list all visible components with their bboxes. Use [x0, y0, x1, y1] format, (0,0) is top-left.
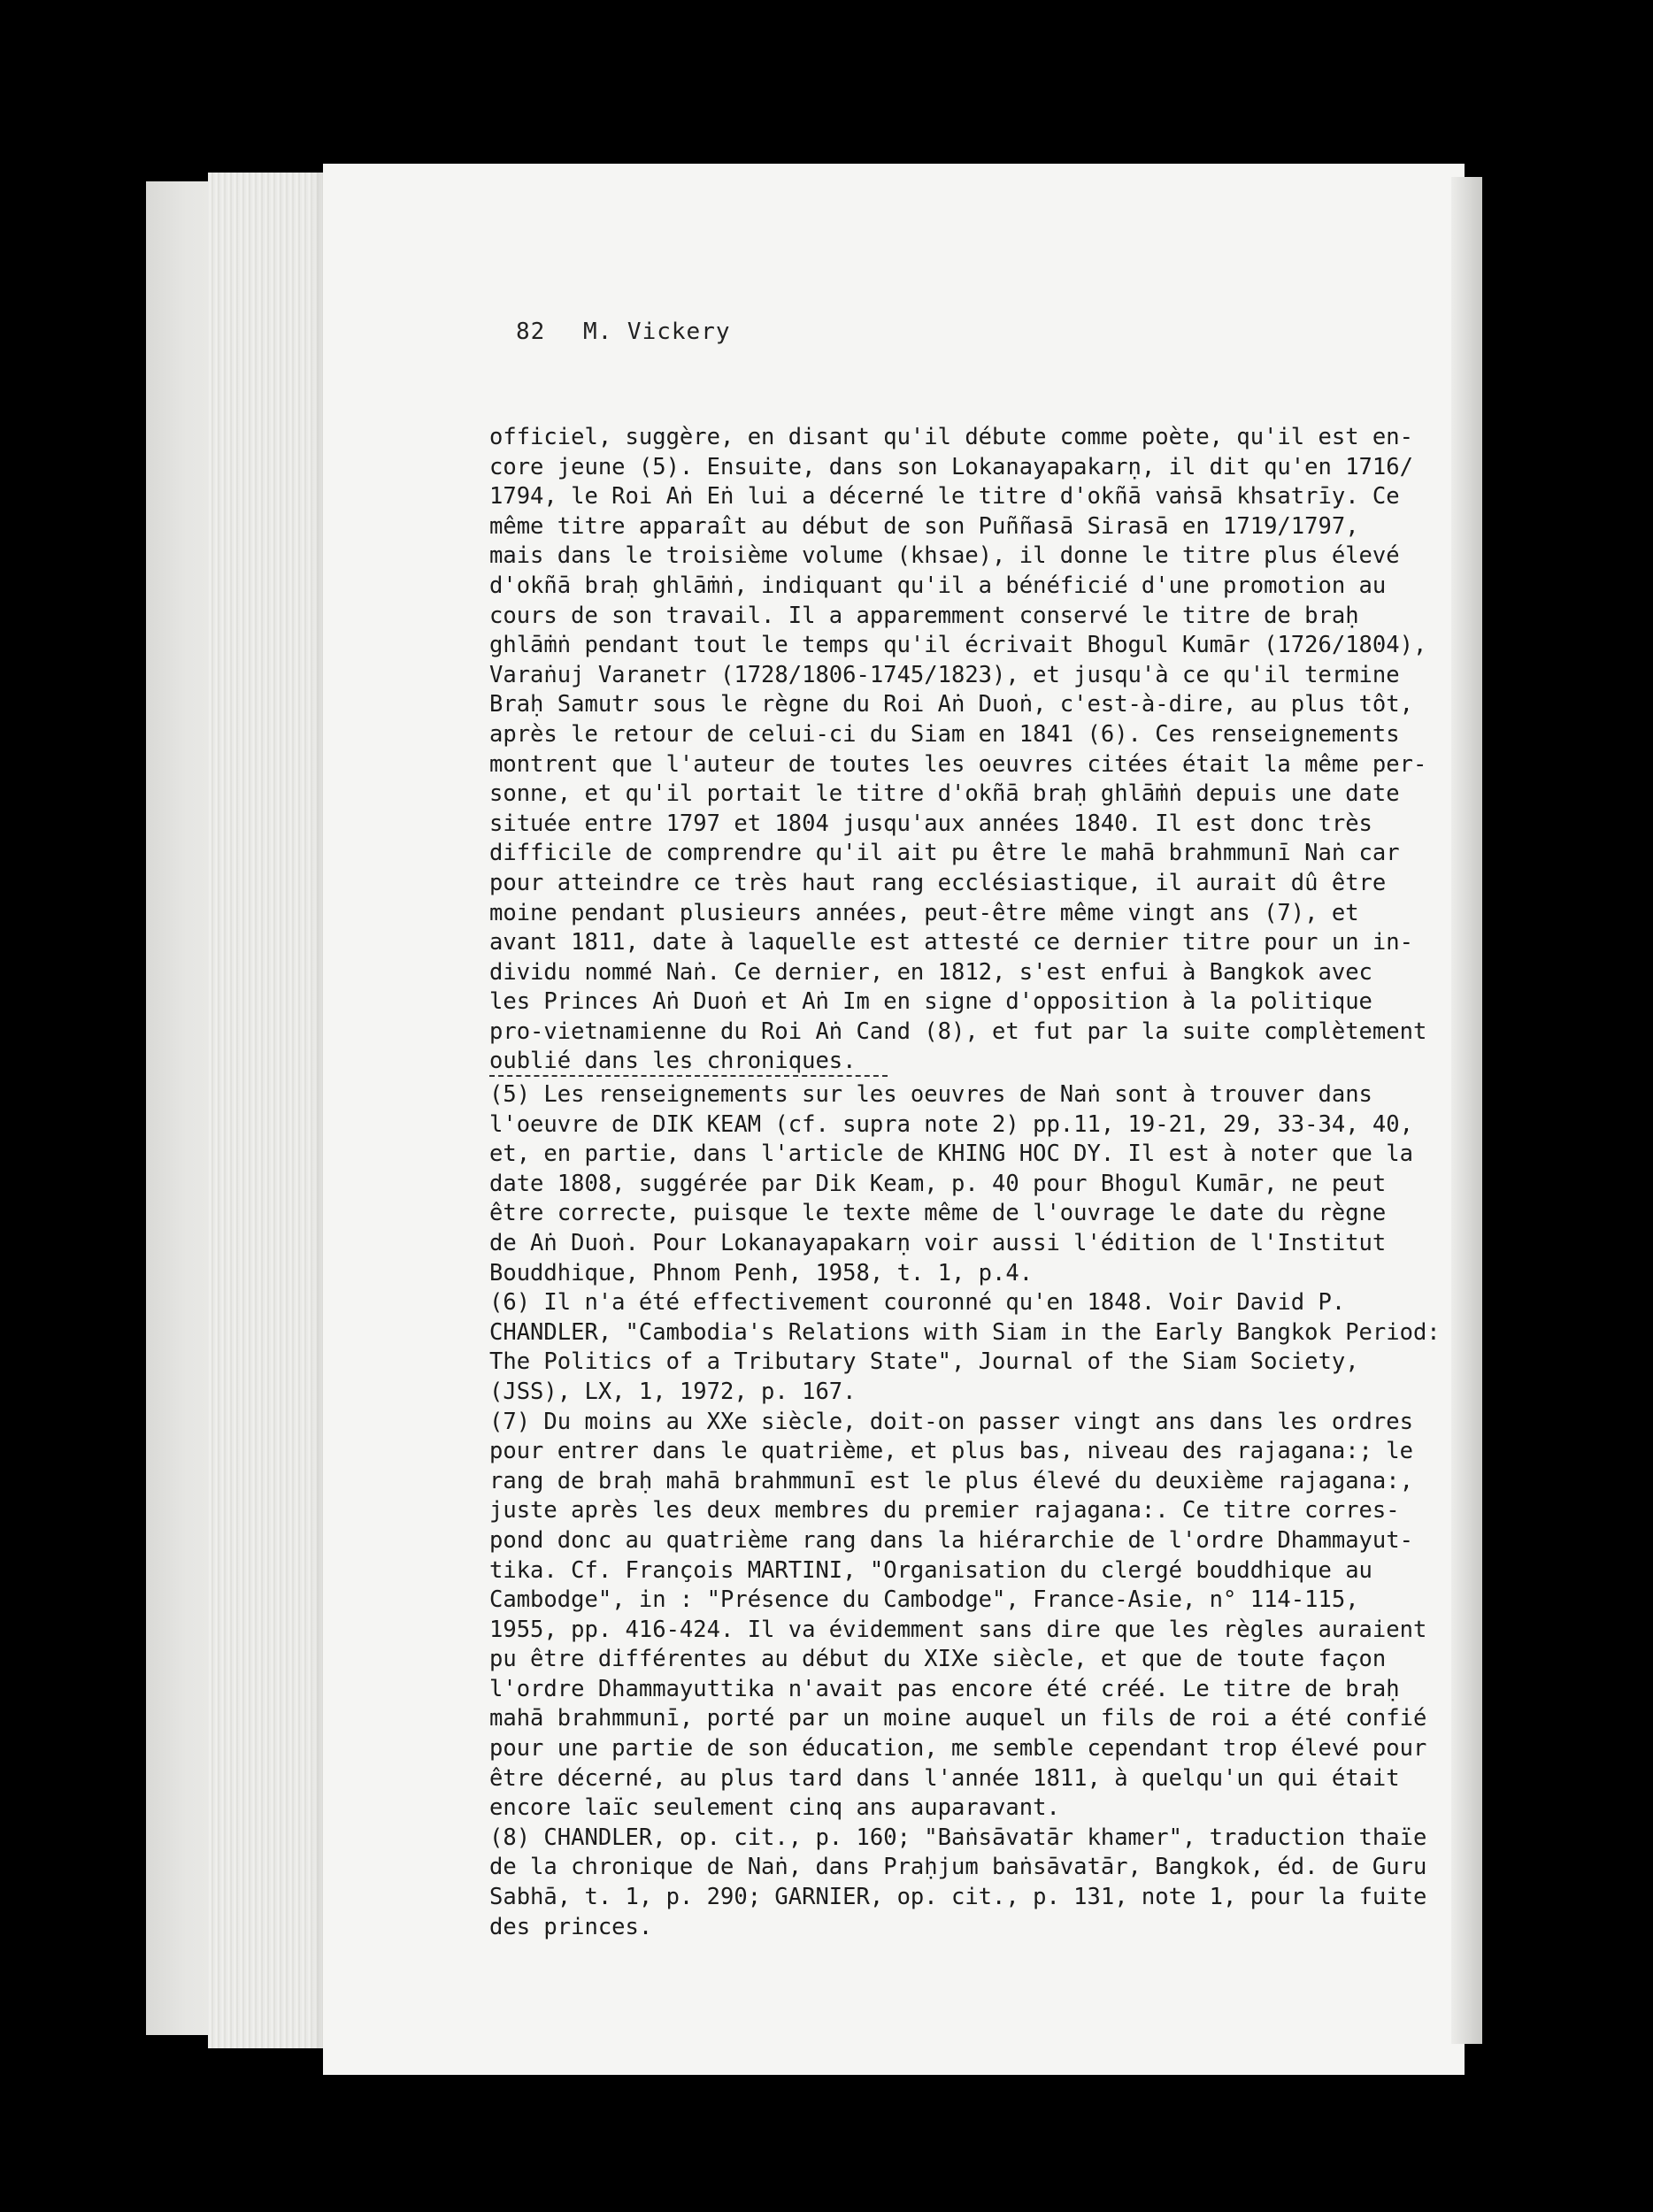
footnote-line: mahā brahmmunī, porté par un moine auquel un fils de roi a été confié — [489, 1705, 1427, 1732]
footnote-separator — [489, 1075, 888, 1077]
footnote-line: 1955, pp. 416-424. Il va évidemment sans dire que les règles auraient — [489, 1616, 1427, 1643]
footnote-line: The Politics of a Tributary State", Journal of the Siam Society, — [489, 1348, 1359, 1376]
page-number: 82 — [516, 319, 546, 345]
text-line: montrent que l'auteur de toutes les oeuvres citées était la même per- — [489, 750, 1427, 778]
footnote-line: (6) Il n'a été effectivement couronné qu'en 1848. Voir David P. — [489, 1289, 1346, 1317]
footnote-line: l'oeuvre de DIK KEAM (cf. supra note 2) pp.11, 19-21, 29, 33-34, 40, — [489, 1110, 1413, 1138]
text-line: Varaṅuj Varanetr (1728/1806-1745/1823), et jusqu'à ce qu'il termine — [489, 661, 1400, 688]
page-edges — [208, 173, 332, 2048]
text-line: difficile de comprendre qu'il ait pu être le mahā brahmmunī Naṅ car — [489, 840, 1400, 867]
footnote-line: (5) Les renseignements sur les oeuvres de Naṅ sont à trouver dans — [489, 1081, 1372, 1108]
author-name: M. Vickery — [582, 319, 731, 345]
text-line: même titre apparaît au début de son Puññasā Sirasā en 1719/1797, — [489, 512, 1359, 540]
footnote-line: (8) CHANDLER, op. cit., p. 160; "Baṅsāvatār khamer", traduction thaïe — [489, 1824, 1427, 1851]
footnote-line: (7) Du moins au XXe siècle, doit-on passer vingt ans dans les ordres — [489, 1408, 1413, 1435]
footnote-line: de la chronique de Naṅ, dans Praḥjum baṅsāvatār, Bangkok, éd. de Guru — [489, 1854, 1427, 1881]
text-line: sonne, et qu'il portait le titre d'okñā braḥ ghlāṁṅ depuis une date — [489, 780, 1400, 808]
footnote-line: Bouddhique, Phnom Penh, 1958, t. 1, p.4. — [489, 1259, 1034, 1286]
footnote-line: de Aṅ Duoṅ. Pour Lokanayapakarṇ voir aussi l'édition de l'Institut — [489, 1229, 1387, 1256]
text-line: dividu nommé Naṅ. Ce dernier, en 1812, s'est enfui à Bangkok avec — [489, 958, 1372, 986]
footnote-line: juste après les deux membres du premier rajagana:. Ce titre corres- — [489, 1497, 1400, 1525]
footnote-line: des princes. — [489, 1913, 653, 1940]
text-line: cours de son travail. Il a apparemment conservé le titre de braḥ — [489, 602, 1359, 629]
running-header — [516, 319, 754, 345]
footnote-line: (JSS), LX, 1, 1972, p. 167. — [489, 1378, 857, 1405]
footnote-line: encore laïc seulement cinq ans auparavant. — [489, 1794, 1060, 1822]
text-line: core jeune (5). Ensuite, dans son Lokanayapakarṇ, il dit qu'en 1716/ — [489, 453, 1413, 480]
footnotes — [489, 1081, 1472, 1943]
text-line: après le retour de celui-ci du Siam en 1841 (6). Ces renseignements — [489, 720, 1400, 748]
text-line: d'okñā braḥ ghlāṁṅ, indiquant qu'il a bénéficié d'une promotion au — [489, 572, 1387, 599]
footnote-line: tika. Cf. François MARTINI, "Organisation du clergé bouddhique au — [489, 1556, 1372, 1584]
footnote-line: Cambodge", in : "Présence du Cambodge", France-Asie, n° 114-115, — [489, 1586, 1359, 1614]
footnote-line: rang de braḥ mahā brahmmunī est le plus élevé du deuxième rajagana:, — [489, 1467, 1413, 1494]
text-line: moine pendant plusieurs années, peut-être même vingt ans (7), et — [489, 899, 1359, 926]
footnote-line: et, en partie, dans l'article de KHING HOC DY. Il est à noter que la — [489, 1141, 1413, 1168]
text-line: officiel, suggère, en disant qu'il débute comme poète, qu'il est en- — [489, 424, 1413, 450]
text-line: oublié dans les chroniques. — [489, 1048, 857, 1075]
footnote-line: pour entrer dans le quatrième, et plus bas, niveau des rajagana:; le — [489, 1438, 1413, 1465]
text-line: mais dans le troisième volume (khsae), il donne le titre plus élevé — [489, 542, 1400, 570]
footnote-line: l'ordre Dhammayuttika n'avait pas encore été créé. Le titre de braḥ — [489, 1675, 1400, 1702]
footnote-line: CHANDLER, "Cambodia's Relations with Siam in the Early Bangkok Period: — [489, 1318, 1441, 1346]
footnote-line: être décerné, au plus tard dans l'année 1811, à quelqu'un qui était — [489, 1764, 1400, 1792]
footnote-line: être correcte, puisque le texte même de l'ouvrage le date du règne — [489, 1200, 1387, 1227]
footnote-line: pu être différentes au début du XIXe siècle, et que de toute façon — [489, 1646, 1387, 1673]
text-line: pro-vietnamienne du Roi Aṅ Cand (8), et fut par la suite complètement — [489, 1018, 1427, 1045]
text-line: avant 1811, date à laquelle est attesté ce dernier titre pour un in- — [489, 929, 1413, 956]
text-line: Braḥ Samutr sous le règne du Roi Aṅ Duoṅ, c'est-à-dire, au plus tôt, — [489, 691, 1413, 718]
main-paragraph — [489, 423, 1463, 1077]
footnote-line: Sabhā, t. 1, p. 290; GARNIER, op. cit., p. 131, note 1, pour la fuite — [489, 1884, 1427, 1911]
text-line: les Princes Aṅ Duoṅ et Aṅ Im en signe d'opposition à la politique — [489, 988, 1372, 1016]
text-line: 1794, le Roi Aṅ Eṅ lui a décerné le titre d'okñā vaṅsā khsatrīy. Ce — [489, 483, 1400, 511]
text-line: pour atteindre ce très haut rang ecclésiastique, il aurait dû être — [489, 869, 1387, 896]
text-line: située entre 1797 et 1804 jusqu'aux années 1840. Il est donc très — [489, 810, 1372, 837]
footnote-line: pond donc au quatrième rang dans la hiérarchie de l'ordre Dhammayut- — [489, 1526, 1413, 1554]
footnote-line: pour une partie de son éducation, me semble cependant trop élevé pour — [489, 1735, 1427, 1763]
footnote-line: date 1808, suggérée par Dik Keam, p. 40 pour Bhogul Kumār, ne peut — [489, 1170, 1387, 1197]
text-line: ghlāṁṅ pendant tout le temps qu'il écrivait Bhogul Kumār (1726/1804), — [489, 632, 1427, 659]
